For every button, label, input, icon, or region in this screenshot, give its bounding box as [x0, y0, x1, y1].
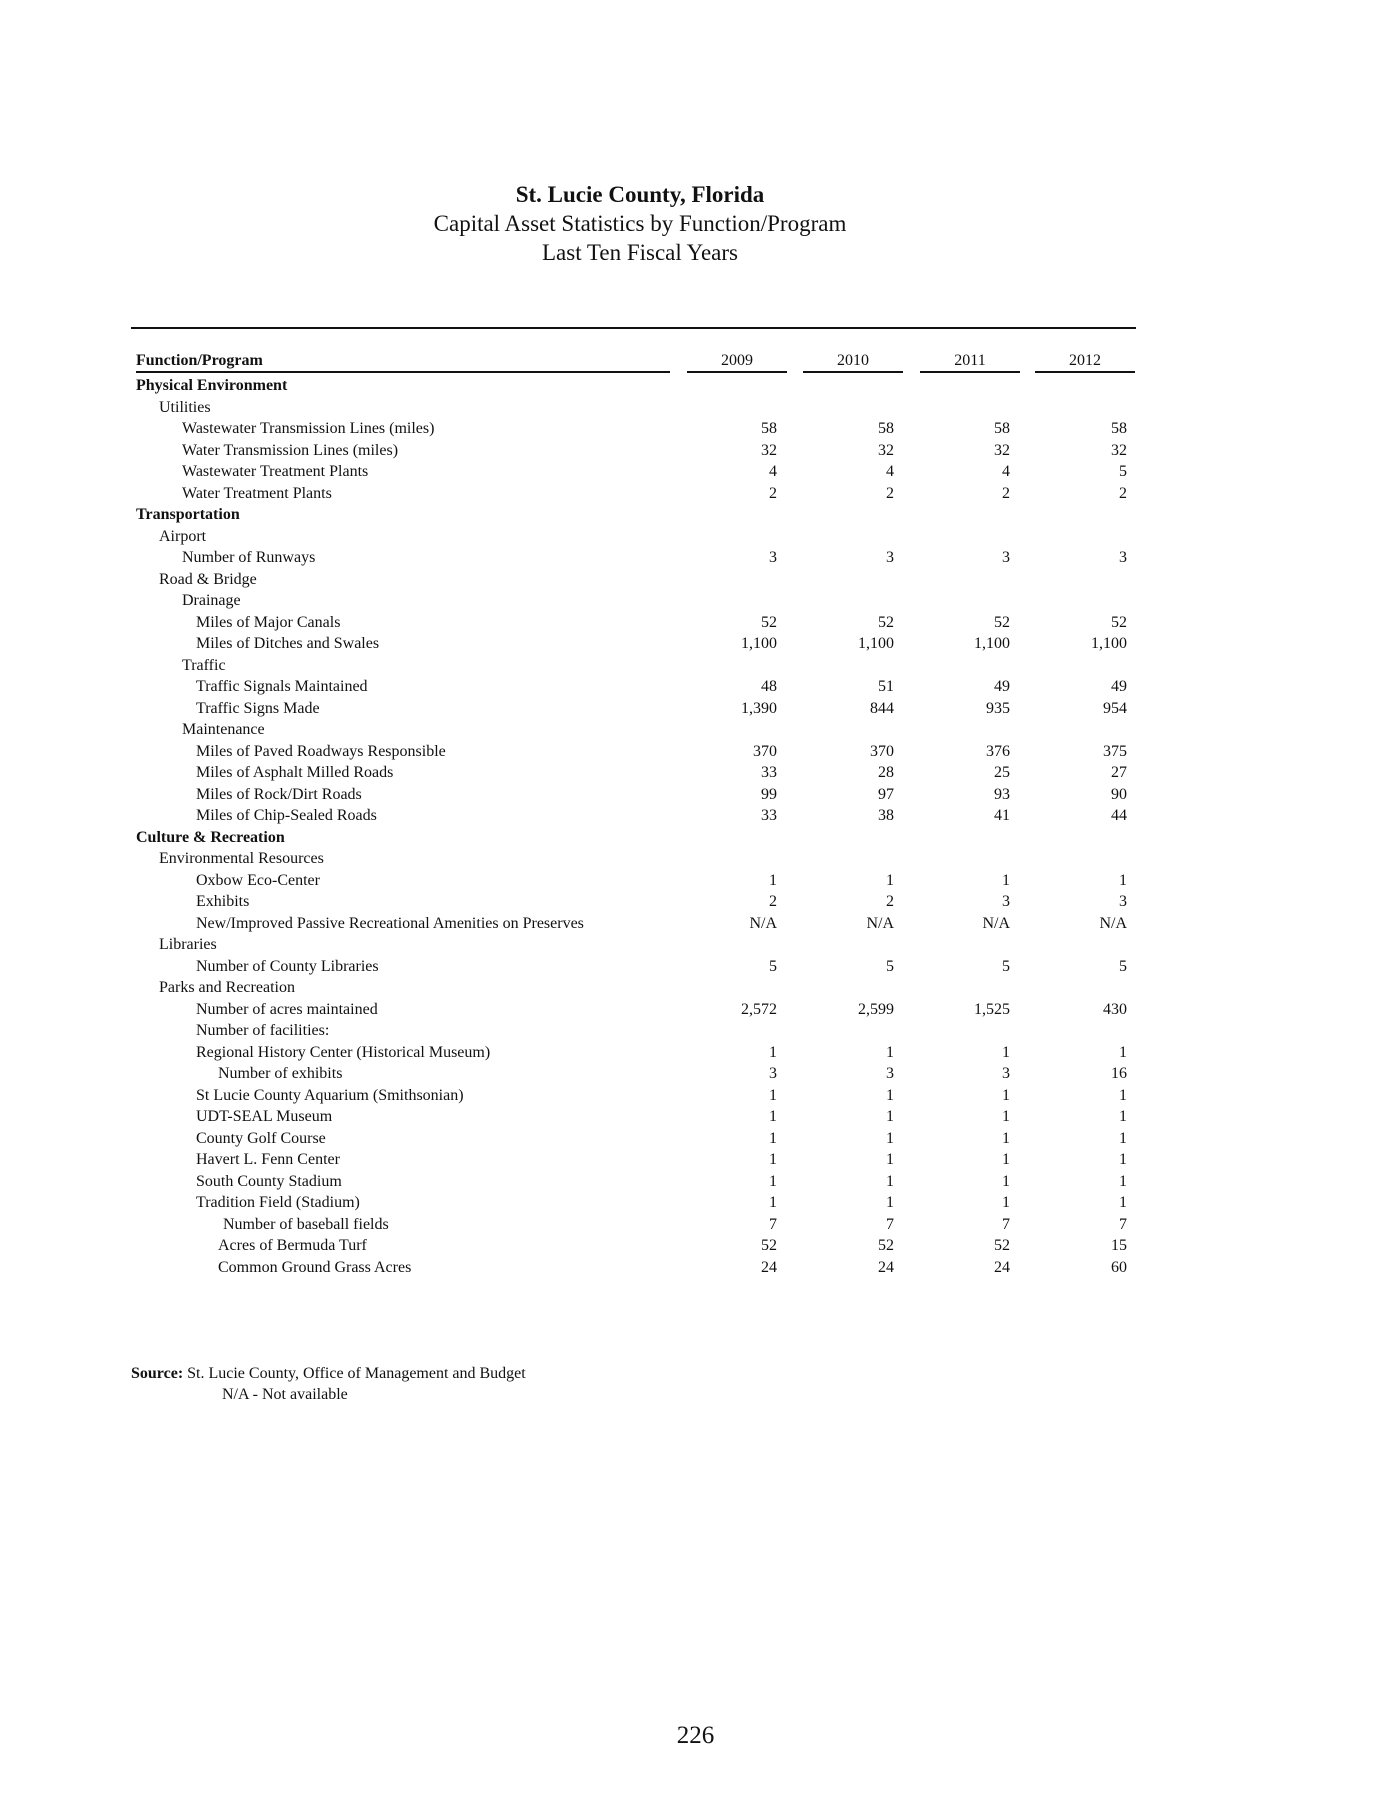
row-label: Miles of Major Canals [196, 613, 341, 631]
cell-value-2010: 1 [886, 1194, 894, 1211]
row-label: Miles of Asphalt Milled Roads [196, 764, 394, 781]
table-row [0, 1192, 1391, 1213]
cell-value-2012: 52 [1111, 613, 1127, 631]
cell-value-2009: 3 [769, 1065, 777, 1082]
cell-value-2011: 52 [994, 613, 1010, 631]
row-label: Miles of Paved Roadways Responsible [196, 742, 446, 760]
table-row [0, 891, 1391, 912]
cell-value-2009: 370 [753, 742, 777, 760]
table-row [0, 999, 1391, 1020]
column-header-year: 2010 [803, 352, 903, 373]
cell-value-2011: 49 [994, 678, 1010, 695]
cell-value-2010: 24 [878, 1258, 894, 1276]
cell-value-2009: 24 [761, 1258, 777, 1276]
cell-value-2011: 935 [986, 699, 1010, 717]
column-header-year: 2011 [920, 352, 1020, 373]
cell-value-2012: 90 [1111, 785, 1127, 803]
cell-value-2010: 1 [886, 1151, 894, 1168]
cell-value-2009: 99 [761, 785, 777, 803]
table-row [0, 956, 1391, 977]
row-label: Regional History Center (Historical Museum) [196, 1043, 491, 1061]
row-label: Maintenance [182, 721, 265, 738]
cell-value-2011: 1 [1002, 1151, 1010, 1168]
row-label: County Golf Course [196, 1129, 326, 1147]
table-row [0, 418, 1391, 439]
row-label: Utilities [159, 398, 211, 416]
column-header-year: 2009 [687, 352, 787, 373]
row-label: Tradition Field (Stadium) [196, 1194, 360, 1211]
cell-value-2012: 44 [1111, 807, 1127, 824]
table-row [0, 934, 1391, 955]
cell-value-2011: 93 [994, 785, 1010, 803]
cell-value-2009: 52 [761, 613, 777, 631]
top-rule [131, 327, 1136, 329]
cell-value-2010: 7 [886, 1215, 894, 1233]
cell-value-2011: 1 [1002, 1129, 1010, 1147]
table-row [0, 504, 1391, 525]
cell-value-2010: 52 [878, 613, 894, 631]
cell-value-2009: 1 [769, 1043, 777, 1061]
table-row [0, 1063, 1391, 1084]
row-label: Libraries [159, 936, 217, 953]
row-label: Water Transmission Lines (miles) [182, 441, 399, 459]
cell-value-2010: 5 [886, 957, 894, 975]
cell-value-2010: 2 [886, 484, 894, 502]
cell-value-2010: 370 [870, 742, 894, 760]
cell-value-2012: 1 [1119, 1043, 1127, 1061]
cell-value-2011: 1 [1002, 1194, 1010, 1211]
table-row [0, 1149, 1391, 1170]
column-header-year: 2012 [1035, 352, 1135, 373]
cell-value-2010: 3 [886, 549, 894, 566]
cell-value-2010: 1 [886, 1172, 894, 1190]
row-label: Number of County Libraries [196, 957, 379, 975]
table-row [0, 1020, 1391, 1041]
cell-value-2011: 32 [994, 441, 1010, 459]
cell-value-2010: 1 [886, 1086, 894, 1104]
cell-value-2012: 27 [1111, 764, 1127, 781]
cell-value-2010: 1 [886, 871, 894, 889]
cell-value-2010: 58 [878, 420, 894, 437]
cell-value-2012: 1 [1119, 1086, 1127, 1104]
cell-value-2009: 1 [769, 1194, 777, 1211]
row-label: Acres of Bermuda Turf [218, 1237, 367, 1254]
row-label: Exhibits [196, 893, 250, 910]
row-label: Miles of Chip-Sealed Roads [196, 807, 377, 824]
cell-value-2010: 52 [878, 1237, 894, 1254]
cell-value-2009: 1 [769, 1172, 777, 1190]
cell-value-2012: 16 [1111, 1065, 1127, 1082]
table-row [0, 655, 1391, 676]
cell-value-2010: 51 [878, 678, 894, 695]
page-number: 226 [676, 1722, 715, 1749]
cell-value-2011: 24 [994, 1258, 1010, 1276]
cell-value-2012: 1 [1119, 1129, 1127, 1147]
cell-value-2010: 844 [870, 699, 894, 717]
table-row [0, 784, 1391, 805]
row-label: Number of acres maintained [196, 1000, 378, 1018]
report-title: St. Lucie County, Florida [515, 182, 765, 207]
cell-value-2009: 2 [769, 893, 777, 910]
cell-value-2009: 1 [769, 871, 777, 889]
cell-value-2011: 1,100 [974, 635, 1010, 652]
cell-value-2012: 1 [1119, 1172, 1127, 1190]
cell-value-2010: 3 [886, 1065, 894, 1082]
cell-value-2012: 1,100 [1091, 635, 1127, 652]
cell-value-2009: 1,100 [741, 635, 777, 652]
cell-value-2010: 32 [878, 441, 894, 459]
table-row [0, 1085, 1391, 1106]
cell-value-2012: 1 [1119, 1194, 1127, 1211]
report-period: Last Ten Fiscal Years [541, 240, 738, 265]
cell-value-2011: 1 [1002, 1043, 1010, 1061]
cell-value-2012: 49 [1111, 678, 1127, 695]
cell-value-2012: 7 [1119, 1215, 1127, 1233]
cell-value-2010: 1 [886, 1043, 894, 1061]
row-label: UDT-SEAL Museum [196, 1108, 333, 1125]
cell-value-2009: 48 [761, 678, 777, 695]
row-label: South County Stadium [196, 1172, 342, 1190]
table-row [0, 397, 1391, 418]
cell-value-2009: 5 [769, 957, 777, 975]
cell-value-2011: 1 [1002, 871, 1010, 889]
cell-value-2012: 15 [1111, 1237, 1127, 1254]
cell-value-2011: 58 [994, 420, 1010, 437]
cell-value-2010: 2,599 [858, 1000, 894, 1018]
table-row [0, 1128, 1391, 1149]
cell-value-2010: 28 [878, 764, 894, 781]
section-heading: Culture & Recreation [136, 828, 285, 846]
source-note [131, 1365, 526, 1383]
cell-value-2010: 1 [886, 1108, 894, 1125]
table-row [0, 870, 1391, 891]
column-header-function: Function/Program [136, 352, 670, 373]
source-label: Source: [131, 1365, 184, 1382]
row-label: Miles of Ditches and Swales [196, 635, 380, 652]
table-row [0, 375, 1391, 396]
cell-value-2009: 1 [769, 1086, 777, 1104]
cell-value-2012: 430 [1103, 1000, 1127, 1018]
cell-value-2011: 52 [994, 1237, 1010, 1254]
cell-value-2012: 60 [1111, 1258, 1127, 1276]
cell-value-2011: 7 [1002, 1215, 1010, 1233]
table-row [0, 461, 1391, 482]
table-row [0, 698, 1391, 719]
cell-value-2011: 4 [1002, 463, 1010, 480]
cell-value-2011: 3 [1002, 1065, 1010, 1082]
cell-value-2009: 2 [769, 484, 777, 502]
cell-value-2009: 7 [769, 1215, 777, 1233]
cell-value-2009: 1 [769, 1108, 777, 1125]
row-label: Miles of Rock/Dirt Roads [196, 785, 362, 803]
cell-value-2010: 2 [886, 893, 894, 910]
cell-value-2012: 3 [1119, 549, 1127, 566]
cell-value-2012: 5 [1119, 463, 1127, 480]
cell-value-2009: 1 [769, 1129, 777, 1147]
cell-value-2011: 25 [994, 764, 1010, 781]
row-label: Number of Runways [182, 549, 316, 566]
table-row [0, 719, 1391, 740]
cell-value-2009: 32 [761, 441, 777, 459]
cell-value-2012: 375 [1103, 742, 1127, 760]
cell-value-2012: 2 [1119, 484, 1127, 502]
row-label: Number of facilities: [196, 1022, 330, 1039]
row-label: Oxbow Eco-Center [196, 871, 320, 889]
table-row [0, 590, 1391, 611]
cell-value-2010: 1 [886, 1129, 894, 1147]
row-label: Traffic [182, 656, 226, 674]
cell-value-2012: 954 [1103, 699, 1127, 717]
cell-value-2011: 1 [1002, 1108, 1010, 1125]
section-heading: Physical Environment [136, 377, 288, 394]
row-label: Wastewater Treatment Plants [182, 463, 369, 480]
table-row [0, 805, 1391, 826]
row-label: Wastewater Transmission Lines (miles) [182, 420, 435, 437]
table-row [0, 633, 1391, 654]
cell-value-2011: 3 [1002, 549, 1010, 566]
cell-value-2012: 1 [1119, 871, 1127, 889]
report-subtitle: Capital Asset Statistics by Function/Program [433, 211, 847, 236]
cell-value-2012: 5 [1119, 957, 1127, 975]
source-text: St. Lucie County, Office of Management and Budget [183, 1365, 526, 1382]
row-label: Havert L. Fenn Center [196, 1151, 340, 1168]
cell-value-2011: 1,525 [974, 1000, 1010, 1018]
row-label: St Lucie County Aquarium (Smithsonian) [196, 1086, 464, 1104]
cell-value-2009: 4 [769, 463, 777, 480]
cell-value-2010: 97 [878, 785, 894, 803]
na-note: N/A - Not available [222, 1386, 348, 1403]
table-row [0, 1042, 1391, 1063]
table-row [0, 913, 1391, 934]
table-row [0, 1171, 1391, 1192]
row-label: Number of baseball fields [223, 1215, 389, 1233]
cell-value-2009: 1,390 [741, 699, 777, 717]
cell-value-2012: 1 [1119, 1151, 1127, 1168]
table-row [0, 1106, 1391, 1127]
row-label: Airport [159, 527, 207, 545]
row-label: Road & Bridge [159, 570, 257, 588]
cell-value-2011: 5 [1002, 957, 1010, 975]
cell-value-2010: N/A [866, 914, 894, 932]
row-label: Number of exhibits [218, 1065, 343, 1082]
section-heading: Transportation [136, 506, 240, 523]
table-row [0, 762, 1391, 783]
cell-value-2012: N/A [1099, 914, 1127, 932]
table-row [0, 440, 1391, 461]
cell-value-2009: 33 [761, 764, 777, 781]
row-label: Traffic Signs Made [196, 699, 320, 717]
table-row [0, 569, 1391, 590]
row-label: Common Ground Grass Acres [218, 1258, 412, 1276]
cell-value-2012: 58 [1111, 420, 1127, 437]
cell-value-2009: N/A [749, 914, 777, 932]
row-label: Drainage [182, 592, 241, 609]
table-row [0, 612, 1391, 633]
cell-value-2010: 1,100 [858, 635, 894, 652]
table-row [0, 547, 1391, 568]
cell-value-2009: 1 [769, 1151, 777, 1168]
table-row [0, 483, 1391, 504]
cell-value-2009: 3 [769, 549, 777, 566]
cell-value-2009: 52 [761, 1237, 777, 1254]
cell-value-2011: 3 [1002, 893, 1010, 910]
row-label: Environmental Resources [159, 850, 324, 867]
cell-value-2010: 38 [878, 807, 894, 824]
cell-value-2011: 376 [986, 742, 1010, 760]
cell-value-2010: 4 [886, 463, 894, 480]
row-label: New/Improved Passive Recreational Amenities on Preserves [196, 914, 584, 932]
row-label: Water Treatment Plants [182, 484, 332, 502]
table-row [0, 526, 1391, 547]
cell-value-2011: 2 [1002, 484, 1010, 502]
table-row [0, 1257, 1391, 1278]
cell-value-2009: 2,572 [741, 1000, 777, 1018]
table-row [0, 741, 1391, 762]
row-label: Parks and Recreation [159, 979, 295, 996]
table-row [0, 676, 1391, 697]
cell-value-2009: 33 [761, 807, 777, 824]
table-row [0, 977, 1391, 998]
cell-value-2011: 41 [994, 807, 1010, 824]
cell-value-2009: 58 [761, 420, 777, 437]
table-row [0, 1235, 1391, 1256]
table-row [0, 848, 1391, 869]
cell-value-2011: N/A [982, 914, 1010, 932]
row-label: Traffic Signals Maintained [196, 678, 368, 695]
table-row [0, 827, 1391, 848]
cell-value-2012: 1 [1119, 1108, 1127, 1125]
cell-value-2012: 32 [1111, 441, 1127, 459]
table-row [0, 1214, 1391, 1235]
cell-value-2012: 3 [1119, 893, 1127, 910]
cell-value-2011: 1 [1002, 1172, 1010, 1190]
cell-value-2011: 1 [1002, 1086, 1010, 1104]
